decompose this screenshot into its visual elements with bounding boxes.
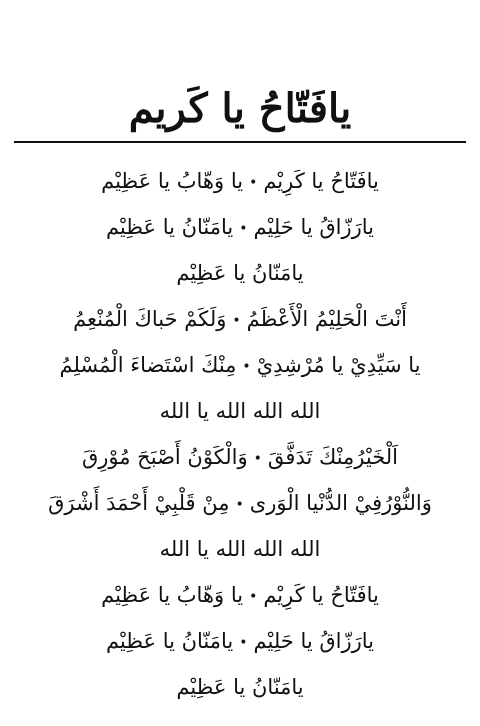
verse-line <box>0 572 480 618</box>
verse-first-half: يامَنّانُ يا عَظِيْم <box>176 261 304 285</box>
verse-first-half: يارَزّاقُ يا حَلِيْم <box>253 215 375 239</box>
verse-line <box>0 434 480 480</box>
verse-first-half: أَنْتَ الْحَلِيْمُ الْأَعْظَمُ <box>246 307 407 331</box>
verse-first-half: يافَتّاحُ يا كَرِيْم <box>263 583 379 607</box>
verse-separator: • <box>232 312 241 329</box>
verse-first-half: الله الله الله يا الله <box>159 537 321 561</box>
verse-separator: • <box>239 634 248 651</box>
verse-first-half: يارَزّاقُ يا حَلِيْم <box>253 629 375 653</box>
verse-separator: • <box>249 588 258 605</box>
verse-line <box>0 664 480 710</box>
verse-line <box>0 250 480 296</box>
verse-line <box>0 480 480 526</box>
verse-separator: • <box>249 174 258 191</box>
verse-first-half: يا سَيِّدِيْ يا مُرْشِدِيْ <box>256 353 421 377</box>
verse-separator: • <box>235 496 244 513</box>
verse-list <box>0 158 480 710</box>
verse-second-half: يا وَهّابُ يا عَظِيْم <box>101 169 244 193</box>
verse-first-half: اَلْخَيْرُمِنْكَ تَدَفَّقَ <box>267 445 399 469</box>
verse-line <box>0 618 480 664</box>
verse-line <box>0 204 480 250</box>
verse-second-half: يامَنّانُ يا عَظِيْم <box>105 629 234 653</box>
verse-line <box>0 526 480 572</box>
verse-separator: • <box>253 450 262 467</box>
verse-separator: • <box>239 220 248 237</box>
verse-second-half: مِنْكَ اسْتَضاءَ الْمُسْلِمُ <box>59 353 237 377</box>
verse-second-half: يامَنّانُ يا عَظِيْم <box>105 215 234 239</box>
page-title: يافَتّاحُ يا كَريم <box>128 84 352 132</box>
verse-first-half: يامَنّانُ يا عَظِيْم <box>176 675 304 699</box>
verse-separator: • <box>242 358 251 375</box>
verse-line <box>0 388 480 434</box>
verse-line <box>0 296 480 342</box>
verse-first-half: وَالنُّوْرُفِيْ الدُّنْيا الْوَرى <box>249 491 432 515</box>
verse-line <box>0 158 480 204</box>
verse-second-half: وَلَكَمْ حَباكَ الْمُنْعِمُ <box>73 307 227 331</box>
verse-second-half: يا وَهّابُ يا عَظِيْم <box>101 583 244 607</box>
verse-line <box>0 342 480 388</box>
verse-first-half: الله الله الله يا الله <box>159 399 321 423</box>
title-divider <box>14 141 466 143</box>
verse-second-half: مِنْ قَلْبِيْ أَحْمَدَ أَشْرَقَ <box>48 491 230 515</box>
verse-second-half: وَالْكَوْنُ أَصْبَحَ مُوْرِقَ <box>81 445 248 469</box>
verse-first-half: يافَتّاحُ يا كَرِيْم <box>263 169 379 193</box>
